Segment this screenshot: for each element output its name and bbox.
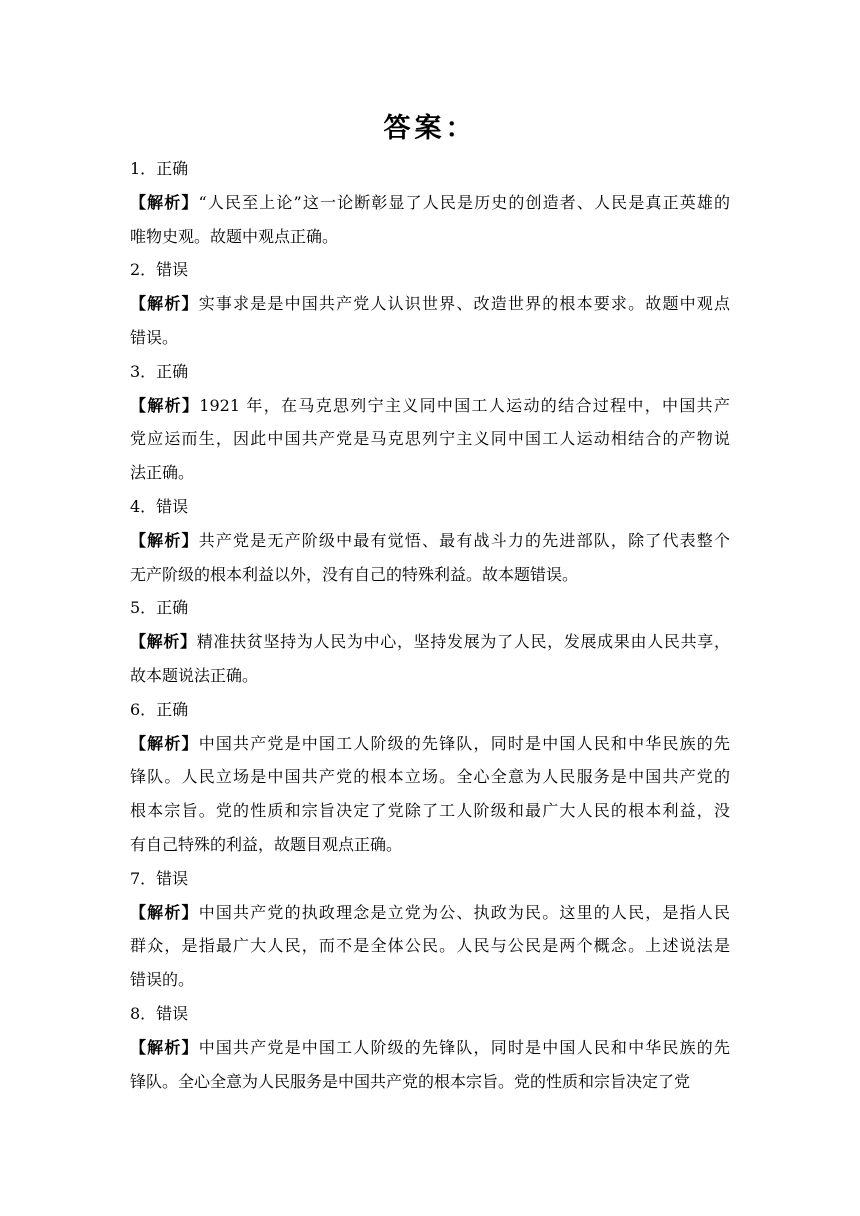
answer-item bbox=[130, 355, 730, 490]
explanation-text: 党应运而生，因此中国共产党是马克思列宁主义同中国工人运动相结合的产物说 bbox=[130, 429, 730, 449]
explanation-text: 精准扶贫坚持为人民为中心，坚持发展为了人民，发展成果由人民共享， bbox=[196, 632, 730, 652]
explanation-line bbox=[130, 625, 730, 659]
explanation-line bbox=[130, 321, 730, 355]
explanation-text: 唯物史观。故题中观点正确。 bbox=[130, 226, 339, 246]
explanation-line bbox=[130, 760, 730, 794]
explanation-text: 共产党是无产阶级中最有觉悟、最有战斗力的先进部队，除了代表整个 bbox=[198, 530, 730, 550]
explanation-line bbox=[130, 896, 730, 930]
explanation-text: 1921 年，在马克思列宁主义同中国工人运动的结合过程中，中国共产 bbox=[199, 395, 730, 415]
explanation-line bbox=[130, 558, 730, 592]
explanation-line bbox=[130, 727, 730, 761]
answer-verdict: 6．正确 bbox=[130, 699, 189, 719]
answer-item bbox=[130, 152, 730, 253]
answer-item bbox=[130, 253, 730, 354]
explanation-text: 中国共产党的执政理念是立党为公、执政为民。这里的人民，是指人民 bbox=[198, 902, 730, 922]
explanation-label: 【解析】 bbox=[130, 395, 200, 415]
explanation-line bbox=[130, 1031, 730, 1065]
answer-verdict: 1．正确 bbox=[130, 159, 189, 178]
explanation-line bbox=[130, 1065, 730, 1099]
explanation-text: 群众，是指最广大人民，而不是全体公民。人民与公民是两个概念。上述说法是 bbox=[130, 936, 730, 956]
explanation-line bbox=[130, 828, 730, 862]
explanation-line bbox=[130, 422, 730, 456]
explanation-line bbox=[130, 287, 730, 321]
explanation-label: 【解析】 bbox=[130, 1037, 199, 1057]
explanation-text: 有自己特殊的利益，故题目观点正确。 bbox=[130, 834, 403, 854]
answer-item bbox=[130, 490, 730, 591]
page-title: 答案： bbox=[383, 113, 477, 144]
explanation-label: 【解析】 bbox=[130, 192, 199, 212]
explanation-text: 根本宗旨。党的性质和宗旨决定了党除了工人阶级和最广大人民的根本利益，没 bbox=[130, 801, 730, 821]
explanation-line bbox=[130, 929, 730, 963]
answer-verdict: 7．错误 bbox=[130, 868, 189, 888]
explanation-text: 锋队。人民立场是中国共产党的根本立场。全心全意为人民服务是中国共产党的 bbox=[130, 767, 730, 787]
answer-item bbox=[130, 693, 730, 862]
explanation-text: 法正确。 bbox=[130, 463, 195, 483]
answer-list bbox=[130, 152, 730, 1098]
explanation-text: 错误的。 bbox=[130, 970, 195, 990]
explanation-text: 错误。 bbox=[130, 327, 179, 347]
explanation-line bbox=[130, 963, 730, 997]
explanation-line bbox=[130, 659, 730, 693]
explanation-line bbox=[130, 220, 730, 254]
answer-verdict: 5．正确 bbox=[130, 598, 189, 618]
explanation-line bbox=[130, 456, 730, 490]
answer-item bbox=[130, 591, 730, 692]
explanation-label: 【解析】 bbox=[130, 902, 199, 922]
explanation-label: 【解析】 bbox=[130, 733, 199, 753]
explanation-label: 【解析】 bbox=[130, 530, 199, 550]
explanation-label: 【解析】 bbox=[130, 632, 197, 652]
answer-verdict: 3．正确 bbox=[130, 361, 189, 381]
answer-verdict: 4．错误 bbox=[130, 496, 189, 516]
explanation-text: 中国共产党是中国工人阶级的先锋队，同时是中国人民和中华民族的先 bbox=[198, 733, 730, 753]
explanation-line bbox=[130, 389, 730, 423]
explanation-line bbox=[130, 186, 730, 220]
explanation-line bbox=[130, 794, 730, 828]
answer-verdict: 2．错误 bbox=[130, 260, 189, 280]
answer-item bbox=[130, 862, 730, 997]
explanation-text: 实事求是是中国共产党人认识世界、改造世界的根本要求。故题中观点 bbox=[198, 294, 730, 314]
explanation-text: 中国共产党是中国工人阶级的先锋队，同时是中国人民和中华民族的先 bbox=[198, 1037, 730, 1057]
explanation-line bbox=[130, 524, 730, 558]
explanation-text: 锋队。全心全意为人民服务是中国共产党的根本宗旨。党的性质和宗旨决定了党 bbox=[130, 1071, 691, 1091]
answer-item bbox=[130, 997, 730, 1098]
answer-verdict: 8．错误 bbox=[130, 1003, 189, 1023]
explanation-label: 【解析】 bbox=[130, 294, 199, 314]
explanation-text: 无产阶级的根本利益以外，没有自己的特殊利益。故本题错误。 bbox=[130, 564, 579, 584]
explanation-text: “人民至上论”这一论断彰显了人民是历史的创造者、人民是真正英雄的 bbox=[198, 192, 730, 212]
explanation-text: 故本题说法正确。 bbox=[130, 665, 259, 685]
